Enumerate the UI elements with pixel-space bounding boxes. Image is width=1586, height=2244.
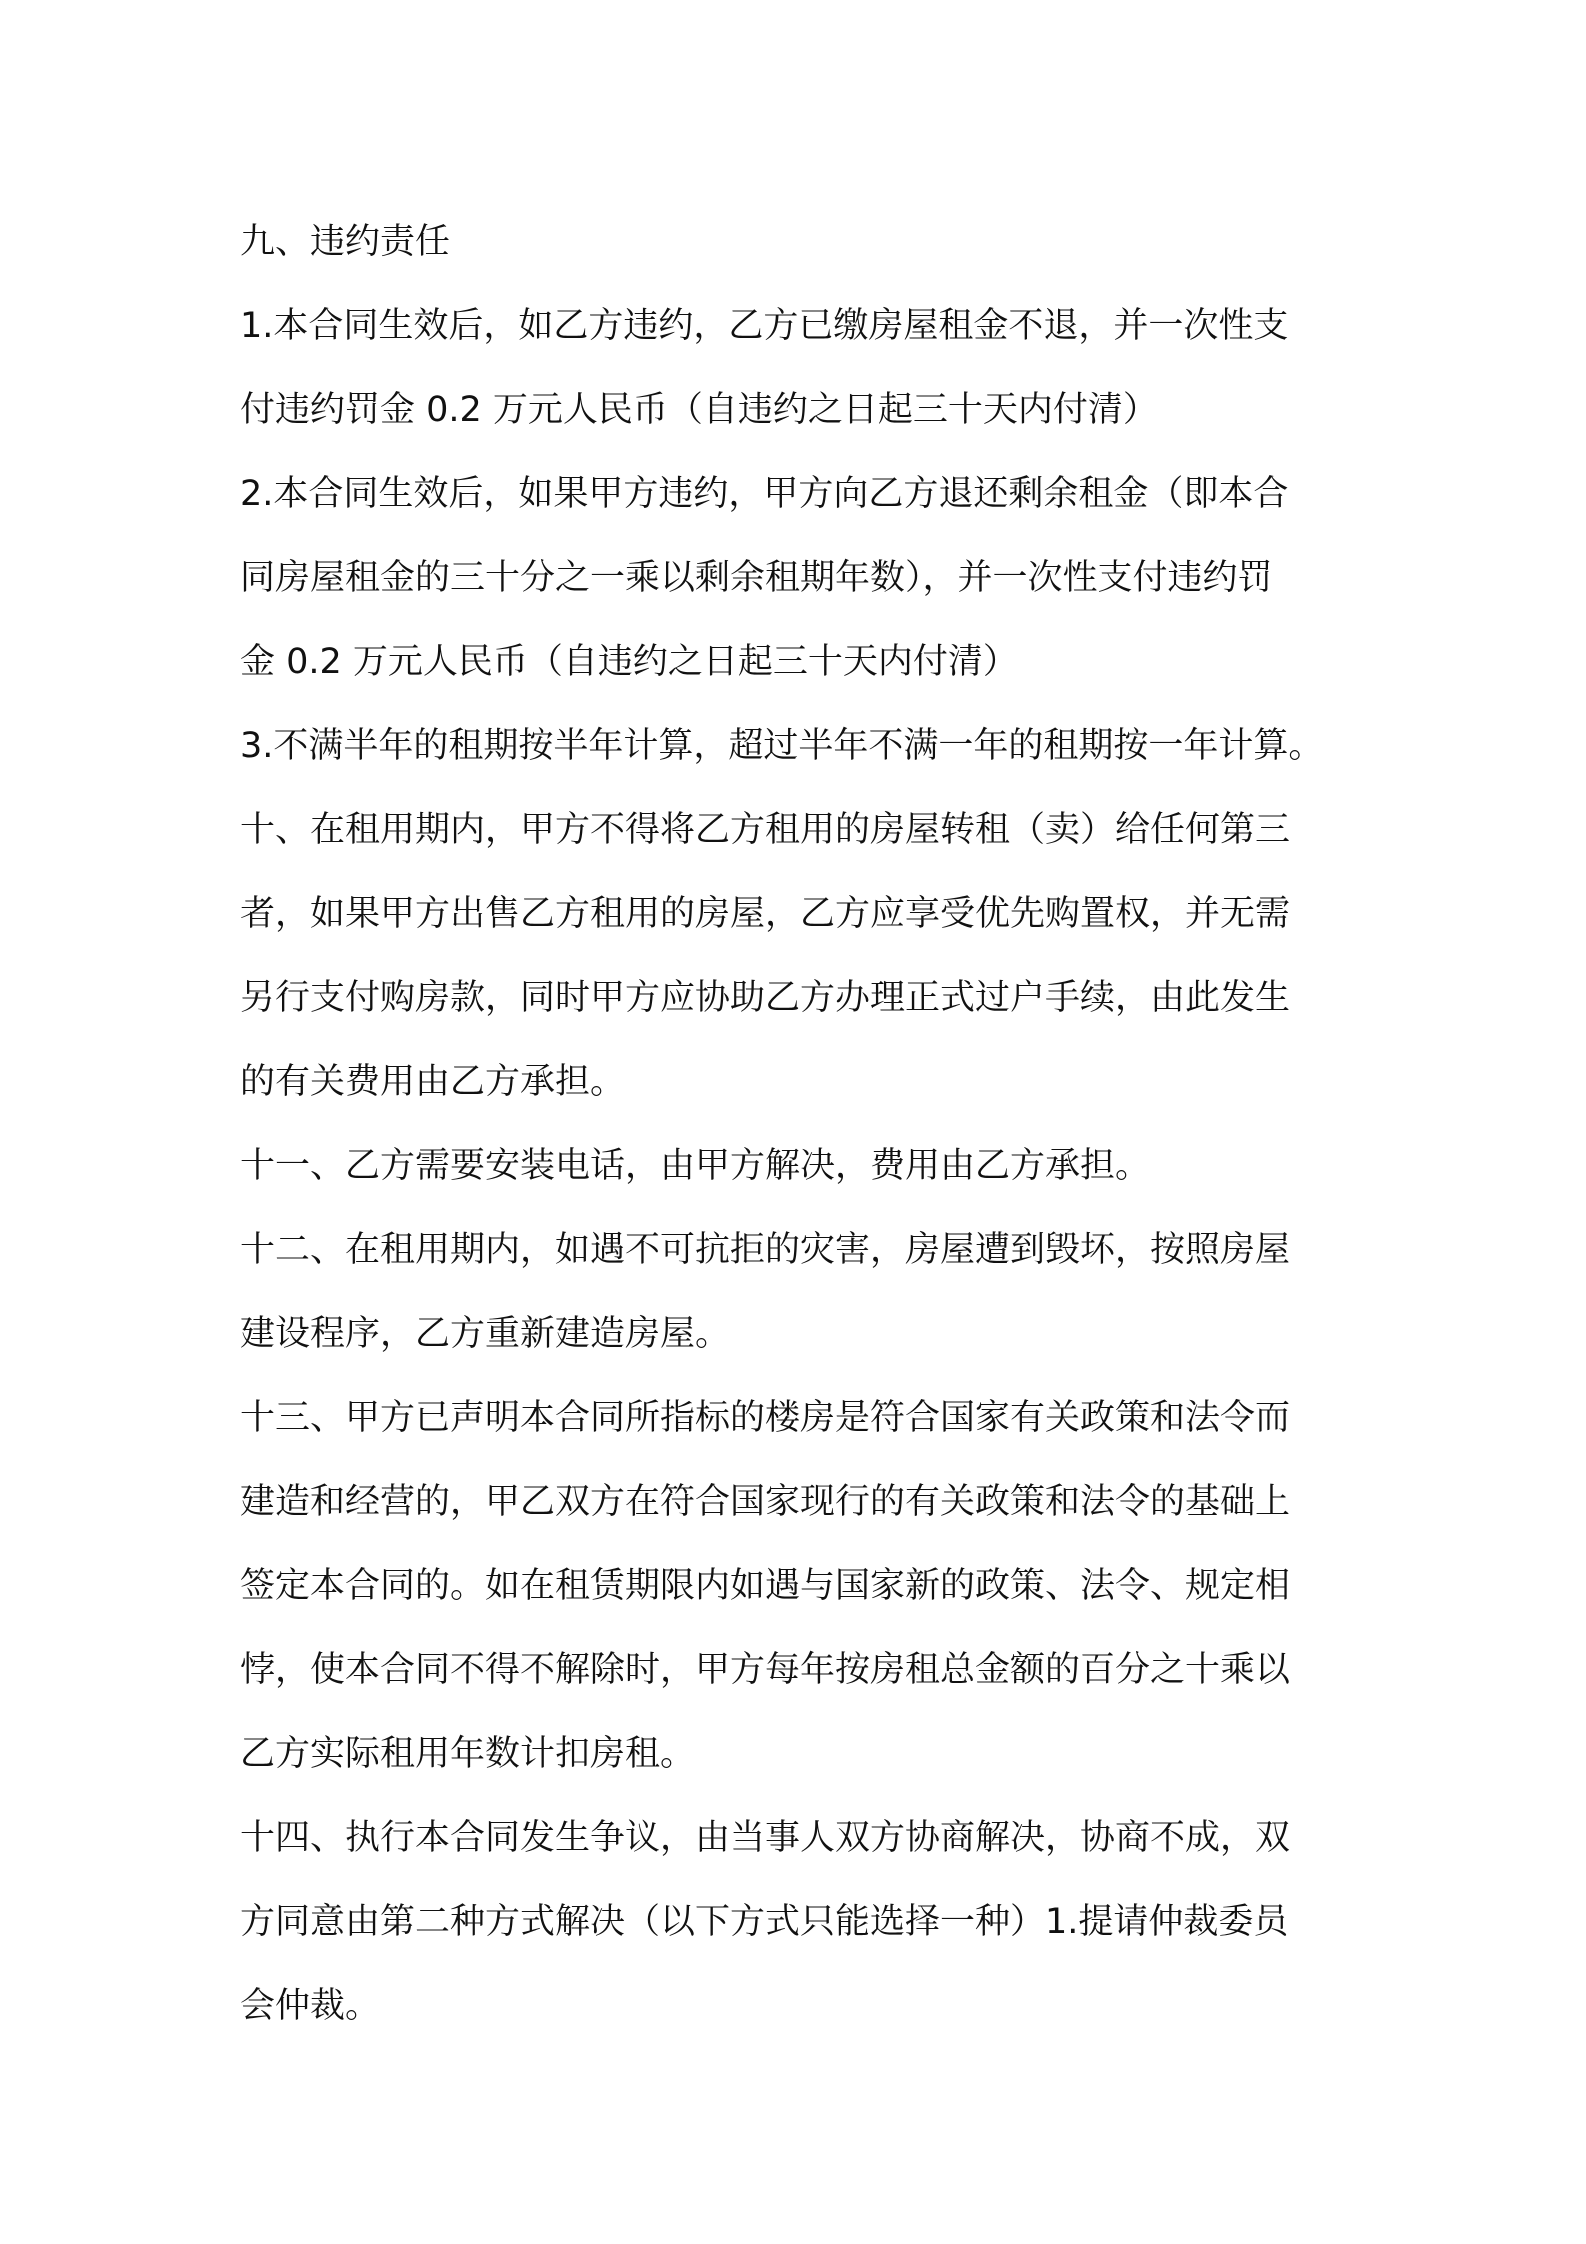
text-line: 付违约罚金 0.2 万元人民币（自违约之日起三十天内付清） — [240, 390, 1158, 430]
text-line: 十、在租用期内，甲方不得将乙方租用的房屋转租（卖）给任何第三 — [240, 810, 1291, 850]
text-line: 的有关费用由乙方承担。 — [240, 1062, 626, 1102]
text-line: 2.本合同生效后，如果甲方违约，甲方向乙方退还剩余租金（即本合 — [240, 474, 1289, 514]
text-line: 十一、乙方需要安装电话，由甲方解决，费用由乙方承担。 — [240, 1146, 1151, 1186]
text-line: 1.本合同生效后，如乙方违约，乙方已缴房屋租金不退，并一次性支 — [240, 306, 1289, 346]
document-body — [240, 200, 1360, 2048]
text-line: 十四、执行本合同发生争议，由当事人双方协商解决，协商不成，双 — [240, 1818, 1291, 1858]
section-heading-breach: 九、违约责任 — [240, 222, 451, 262]
text-line: 方同意由第二种方式解决（以下方式只能选择一种）1.提请仲裁委员 — [240, 1902, 1289, 1942]
text-line: 十三、甲方已声明本合同所指标的楼房是符合国家有关政策和法令而 — [240, 1398, 1291, 1438]
text-line: 者，如果甲方出售乙方租用的房屋，乙方应享受优先购置权，并无需 — [240, 894, 1291, 934]
text-line: 十二、在租用期内，如遇不可抗拒的灾害，房屋遭到毁坏，按照房屋 — [240, 1230, 1291, 1270]
text-line: 金 0.2 万元人民币（自违约之日起三十天内付清） — [240, 642, 1018, 682]
text-line: 乙方实际租用年数计扣房租。 — [240, 1734, 696, 1774]
text-line: 悖，使本合同不得不解除时，甲方每年按房租总金额的百分之十乘以 — [240, 1650, 1291, 1690]
text-line: 签定本合同的。如在租赁期限内如遇与国家新的政策、法令、规定相 — [240, 1566, 1291, 1606]
text-line: 会仲裁。 — [240, 1986, 381, 2026]
text-line: 建设程序，乙方重新建造房屋。 — [240, 1314, 731, 1354]
text-line: 另行支付购房款，同时甲方应协助乙方办理正式过户手续，由此发生 — [240, 978, 1291, 1018]
text-line: 同房屋租金的三十分之一乘以剩余租期年数），并一次性支付违约罚 — [240, 558, 1273, 598]
text-line: 建造和经营的，甲乙双方在符合国家现行的有关政策和法令的基础上 — [240, 1482, 1291, 1522]
text-line: 3.不满半年的租期按半年计算，超过半年不满一年的租期按一年计算。 — [240, 726, 1324, 766]
